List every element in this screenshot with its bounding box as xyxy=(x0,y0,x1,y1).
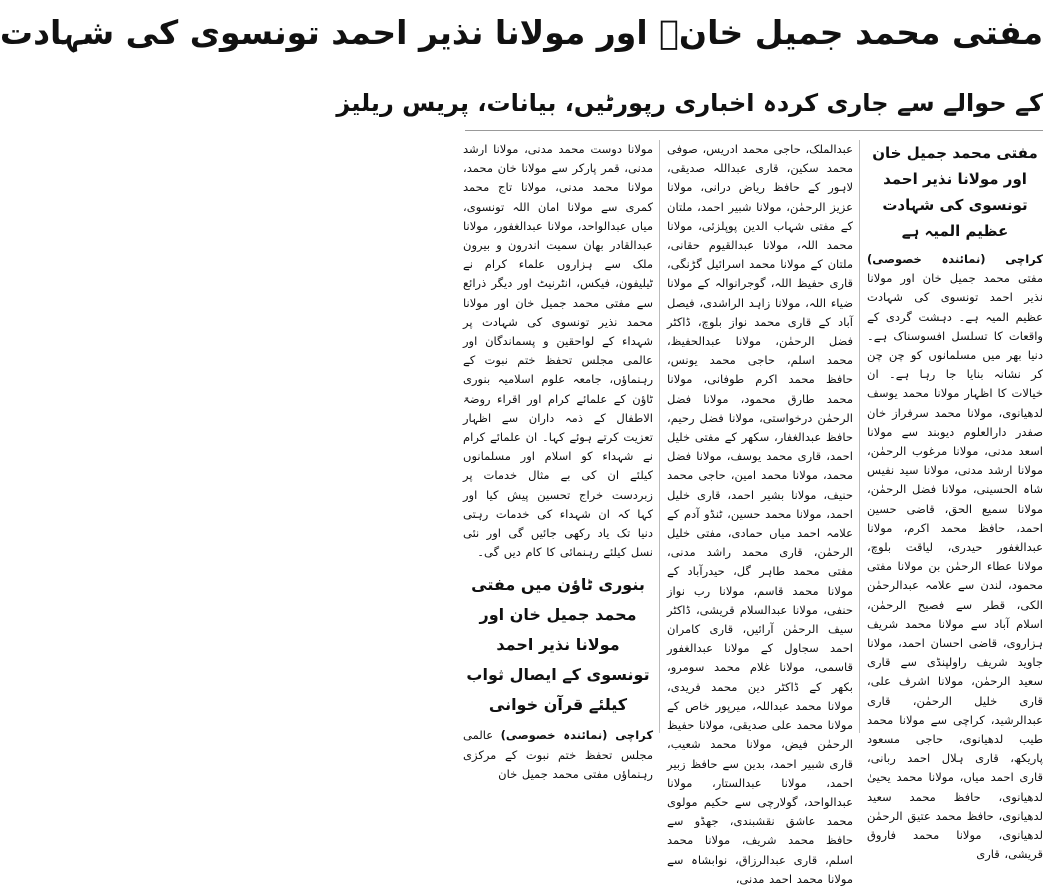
story-text: عالمی مجلس تحفظ ختم نبوت کے مرکزی رہنماؤں مفتی محمد جمیل خان xyxy=(463,728,653,781)
story-body: عبدالملک، حاجی محمد ادریس، صوفی محمد سکین، قاری عبداللہ صدیقی، لاہور کے حافظ ریاض درانی، مولانا عزیز الرحمٰن، مولانا شبیر احمد، ملتان کے مفتی شہاب الدین پوپلزئی، مولانا محمد اللہ، مولانا عبدالقیوم حقانی، ملتان کے مولانا محمد اسرائیل گڑنگی، قاری حفیظ اللہ، گوجرانوالہ کے مولانا ضیاء اللہ، مولانا زاہد الراشدی، فیصل آباد کے قاری محمد نواز بلوچ، ڈاکٹر فضل الرحمٰن، مولانا عبدالحفیظ، محمد اسلم، حاجی محمد یونس، حافظ محمد اکرم طوفانی، مولانا محمد طارق محمود، مولانا فضل الرحمٰن درخواستی، مولانا فضل رحیم، حافظ عبدالغفار، سکھر کے مفتی خلیل احمد، قاری محمد یوسف، مولانا فضل محمد، مولانا محمد امین، حاجی محمد حنیف، مولانا بشیر احمد، قاری خلیل احمد، مولانا محمد حسین، ٹنڈو آدم کے علامہ احمد میاں حمادی، مفتی خلیل الرحمٰن، قاری محمد راشد مدنی، مفتی محمد طاہر گل، حیدرآباد کے مولانا محمد قاسم، مولانا رب نواز حنفی، مولانا عبدالسلام قریشی، ڈاکٹر سیف الرحمٰن آرائیں، قاری کامران احمد سجاول کے مولانا عبدالغفور قاسمی، مولانا غلام محمد سومرو، بکھر کے ڈاکٹر دین محمد فریدی، مولانا محمد عبداللہ، میرپور خاص کے مولانا محمد علی صدیقی، مولانا حفیظ الرحمٰن فیض، مولانا محمد شعیب، قاری شبیر احمد، بدین سے حافظ زبیر احمد، مولانا عبدالستار، مولانا عبدالواحد، گولارچی سے حکیم مولوی محمد عاشق نقشبندی، جھڈو سے حافظ محمد شریف، مولانا محمد اسلم، قاری عبدالرزاق، نوابشاہ سے مولانا محمد احمد مدنی، xyxy=(667,142,853,886)
page-headline: مفتی محمد جمیل خانؒ اور مولانا نذیر احمد تونسوی کی شہادت xyxy=(0,13,1043,52)
story-body: مولانا دوست محمد مدنی، مولانا ارشد مدنی، قمر پارکر سے مولانا خان محمد، مولانا محمد مدنی، مولانا تاج محمد کمری سے مولانا امان اللہ تونسوی، میاں عبدالواحد، مولانا عبدالغفور، مولانا عبدالقادر بھان سمیت اندرون و بیرون ملک سے ہزاروں علماء کرام نے ٹیلیفون، فیکس، انٹرنیٹ اور دیگر ذرائع سے مفتی محمد جمیل خان اور مولانا محمد نذیر تونسوی کی شہادت پر شہداء کے لواحقین و پسماندگان اور عالمی مجلس تحفظ ختم نبوت کے رہنماؤں، جامعہ علوم اسلامیہ بنوری ٹاؤن کے علمائے کرام اور اقراء روضۃ الاطفال کے ذمہ داران سے اظہار تعزیت کرتے ہوئے کہا۔ ان علمائے کرام نے شہداء کو اسلام اور مسلمانوں کیلئے ان کی بے مثال خدمات پر زبردست خراج تحسین پیش کیا اور کہا کہ ان شہداء کی خدمات رہتی دنیا تک یاد رکھی جائیں گی اور نئی نسل کیلئے رہنمائی کا کام دیں گی۔ xyxy=(463,142,653,560)
story-body xyxy=(463,726,653,784)
column-divider xyxy=(859,140,860,733)
story-title: مفتی محمد جمیل خان اور مولانا نذیر احمد تونسوی کی شہادت عظیم المیہ ہے xyxy=(872,144,1038,240)
column-left xyxy=(463,140,654,781)
column-middle xyxy=(667,140,853,886)
story-text: مفتی محمد جمیل خان اور مولانا نذیر احمد تونسوی کی شہادت عظیم المیہ ہے۔ دہشت گردی کے واقعات کا تسلسل افسوسناک ہے۔ دنیا بھر میں مسلمانوں کو چن چن کر نشانہ بنایا جا رہا ہے۔ ان خیالات کا اظہار مولانا محمد یوسف لدھیانوی، مولانا محمد سرفراز خان صفدر دارالعلوم دیوبند سے مولانا اسعد مدنی، مولانا مرغوب الرحمٰن، مولانا ارشد مدنی، مولانا سید نفیس شاہ الحسینی، مولانا فضل الرحمٰن، مولانا سمیع الحق، قاضی حسین احمد، حافظ محمد اکرم، مولانا عبدالغفور حیدری، لیاقت بلوچ، مولانا عطاء الرحمٰن بن مولانا مفتی محمود، لندن سے علامہ عبدالرحمٰن الکی، قطر سے فصیح الرحمٰن، اسلام آباد سے مولانا محمد شریف ہزاروی، قاضی احسان احمد، مولانا جاوید شریف راولپنڈی سے قاری سعید الرحمٰن، مولانا اشرف علی، قاری خلیل الرحمٰن، قاری عبدالرشید، کراچی سے مولانا محمد طیب لدھیانوی، حاجی مسعود پاریکھ، قاری ہلال احمد ربانی، قاری احمد میاں، مولانا محمد یحییٰ لدھیانوی، حافظ محمد سعید لدھیانوی، حافظ محمد عتیق الرحمٰن لدھیانوی، مولانا محمد فاروق قریشی، قاری xyxy=(867,271,1043,862)
story-dateline: کراچی (نمائندہ خصوصی) xyxy=(500,728,654,743)
column-right xyxy=(867,140,1043,862)
header-rule xyxy=(465,130,1043,131)
story-body xyxy=(867,250,1043,865)
page-subheadline: کے حوالے سے جاری کردہ اخباری رپورٹیں، بیانات، پریس ریلیز xyxy=(336,89,1043,117)
story-title: بنوری ٹاؤن میں مفتی محمد جمیل خان اور مولانا نذیر احمد تونسوی کے ایصال ثواب کیلئے قرآن خوانی xyxy=(466,575,650,715)
story-dateline: کراچی (نمائندہ خصوصی) xyxy=(867,252,1043,266)
column-divider xyxy=(659,140,660,733)
